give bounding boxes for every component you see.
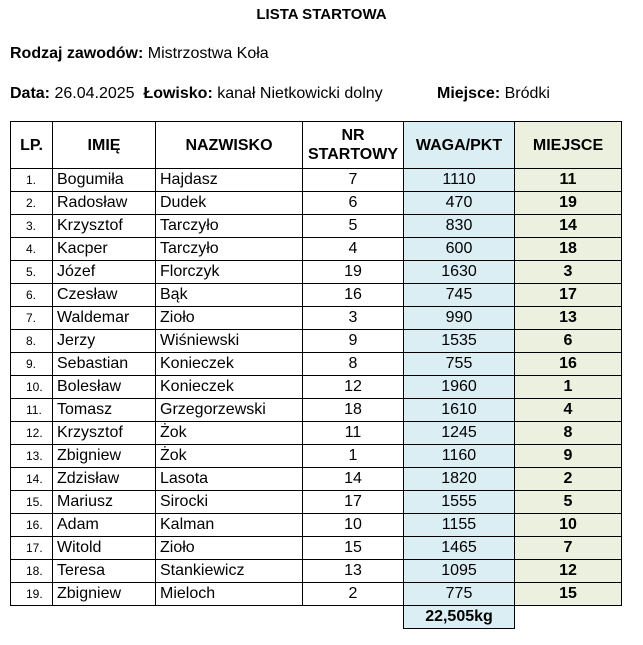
fishery-label: Łowisko: xyxy=(143,85,213,102)
place-label: Miejsce: xyxy=(437,85,501,102)
row-start-number: 18 xyxy=(303,399,404,422)
row-rank: 5 xyxy=(515,491,622,514)
row-start-number: 1 xyxy=(303,445,404,468)
row-surname: Lasota xyxy=(156,468,303,491)
row-name: Bolesław xyxy=(53,376,156,399)
row-surname: Tarczyło xyxy=(156,238,303,261)
row-name: Zdzisław xyxy=(53,468,156,491)
row-weight: 1155 xyxy=(404,514,515,537)
row-surname: Zioło xyxy=(156,537,303,560)
row-weight: 1095 xyxy=(404,560,515,583)
table-row xyxy=(11,399,622,422)
row-lp: 4. xyxy=(11,238,53,261)
row-surname: Konieczek xyxy=(156,376,303,399)
row-weight: 1160 xyxy=(404,445,515,468)
row-lp: 10. xyxy=(11,376,53,399)
date-value: 26.04.2025 xyxy=(54,85,135,102)
row-rank: 1 xyxy=(515,376,622,399)
row-lp: 5. xyxy=(11,261,53,284)
row-lp: 7. xyxy=(11,307,53,330)
row-name: Tomasz xyxy=(53,399,156,422)
row-weight: 1610 xyxy=(404,399,515,422)
row-rank: 11 xyxy=(515,169,622,192)
table-row xyxy=(11,583,622,606)
row-start-number: 16 xyxy=(303,284,404,307)
row-lp: 6. xyxy=(11,284,53,307)
competition-label: Rodzaj zawodów: xyxy=(10,45,144,62)
row-name: Józef xyxy=(53,261,156,284)
competition-line xyxy=(10,45,269,63)
row-lp: 2. xyxy=(11,192,53,215)
row-surname: Dudek xyxy=(156,192,303,215)
date-label: Data: xyxy=(10,85,51,102)
details-line xyxy=(10,85,550,103)
table-row xyxy=(11,491,622,514)
row-lp: 12. xyxy=(11,422,53,445)
header-nr xyxy=(303,122,404,169)
row-weight: 830 xyxy=(404,215,515,238)
row-rank: 14 xyxy=(515,215,622,238)
row-lp: 17. xyxy=(11,537,53,560)
row-rank: 12 xyxy=(515,560,622,583)
row-lp: 8. xyxy=(11,330,53,353)
header-lp: LP. xyxy=(11,122,53,169)
row-surname: Florczyk xyxy=(156,261,303,284)
table-row xyxy=(11,261,622,284)
table-row xyxy=(11,284,622,307)
fishery-value: kanał Nietkowicki dolny xyxy=(217,85,383,102)
row-name: Mariusz xyxy=(53,491,156,514)
table-row xyxy=(11,330,622,353)
row-name: Witold xyxy=(53,537,156,560)
row-surname: Bąk xyxy=(156,284,303,307)
row-weight: 1110 xyxy=(404,169,515,192)
row-surname: Tarczyło xyxy=(156,215,303,238)
row-rank: 19 xyxy=(515,192,622,215)
table-row xyxy=(11,514,622,537)
row-start-number: 13 xyxy=(303,560,404,583)
row-start-number: 15 xyxy=(303,537,404,560)
row-rank: 15 xyxy=(515,583,622,606)
row-rank: 18 xyxy=(515,238,622,261)
row-lp: 9. xyxy=(11,353,53,376)
row-surname: Stankiewicz xyxy=(156,560,303,583)
header-miejsce: MIEJSCE xyxy=(515,122,622,169)
table-row xyxy=(11,192,622,215)
start-list-table xyxy=(10,121,622,629)
row-surname: Kalman xyxy=(156,514,303,537)
row-surname: Sirocki xyxy=(156,491,303,514)
row-name: Kacper xyxy=(53,238,156,261)
row-rank: 16 xyxy=(515,353,622,376)
table-row xyxy=(11,215,622,238)
row-rank: 9 xyxy=(515,445,622,468)
row-weight: 470 xyxy=(404,192,515,215)
row-surname: Zioło xyxy=(156,307,303,330)
row-weight: 1960 xyxy=(404,376,515,399)
row-name: Zbigniew xyxy=(53,583,156,606)
row-name: Zbigniew xyxy=(53,445,156,468)
row-start-number: 4 xyxy=(303,238,404,261)
header-surname: NAZWISKO xyxy=(156,122,303,169)
table-row xyxy=(11,307,622,330)
table-row xyxy=(11,560,622,583)
row-lp: 11. xyxy=(11,399,53,422)
row-start-number: 2 xyxy=(303,583,404,606)
row-surname: Żok xyxy=(156,445,303,468)
row-name: Czesław xyxy=(53,284,156,307)
row-weight: 600 xyxy=(404,238,515,261)
row-rank: 3 xyxy=(515,261,622,284)
row-lp: 14. xyxy=(11,468,53,491)
row-lp: 1. xyxy=(11,169,53,192)
row-name: Bogumiła xyxy=(53,169,156,192)
row-start-number: 5 xyxy=(303,215,404,238)
row-lp: 15. xyxy=(11,491,53,514)
row-name: Krzysztof xyxy=(53,215,156,238)
row-name: Waldemar xyxy=(53,307,156,330)
header-name: IMIĘ xyxy=(53,122,156,169)
row-lp: 19. xyxy=(11,583,53,606)
row-weight: 1465 xyxy=(404,537,515,560)
row-lp: 16. xyxy=(11,514,53,537)
table-row xyxy=(11,238,622,261)
row-surname: Konieczek xyxy=(156,353,303,376)
row-start-number: 17 xyxy=(303,491,404,514)
place-group xyxy=(437,85,550,103)
row-start-number: 14 xyxy=(303,468,404,491)
row-start-number: 10 xyxy=(303,514,404,537)
row-lp: 3. xyxy=(11,215,53,238)
table-row xyxy=(11,376,622,399)
row-rank: 2 xyxy=(515,468,622,491)
place-value: Bródki xyxy=(504,85,550,102)
row-lp: 18. xyxy=(11,560,53,583)
row-rank: 4 xyxy=(515,399,622,422)
table-row xyxy=(11,169,622,192)
table-header-row xyxy=(11,122,622,169)
table-row xyxy=(11,353,622,376)
row-weight: 1820 xyxy=(404,468,515,491)
row-rank: 8 xyxy=(515,422,622,445)
row-weight: 1245 xyxy=(404,422,515,445)
row-weight: 1630 xyxy=(404,261,515,284)
row-rank: 13 xyxy=(515,307,622,330)
row-name: Radosław xyxy=(53,192,156,215)
row-start-number: 12 xyxy=(303,376,404,399)
row-rank: 7 xyxy=(515,537,622,560)
row-weight: 1535 xyxy=(404,330,515,353)
row-start-number: 9 xyxy=(303,330,404,353)
total-row xyxy=(11,606,622,629)
row-surname: Żok xyxy=(156,422,303,445)
header-nr-line2: STARTOWY xyxy=(307,146,399,163)
row-rank: 6 xyxy=(515,330,622,353)
row-start-number: 19 xyxy=(303,261,404,284)
row-name: Jerzy xyxy=(53,330,156,353)
row-start-number: 3 xyxy=(303,307,404,330)
row-start-number: 11 xyxy=(303,422,404,445)
table-row xyxy=(11,537,622,560)
page-title: LISTA STARTOWA xyxy=(256,6,387,23)
row-name: Krzysztof xyxy=(53,422,156,445)
row-surname: Wiśniewski xyxy=(156,330,303,353)
row-start-number: 7 xyxy=(303,169,404,192)
competition-value: Mistrzostwa Koła xyxy=(147,45,269,62)
row-start-number: 8 xyxy=(303,353,404,376)
header-nr-line1: NR xyxy=(341,127,365,144)
row-weight: 990 xyxy=(404,307,515,330)
row-name: Adam xyxy=(53,514,156,537)
table-row xyxy=(11,468,622,491)
row-name: Teresa xyxy=(53,560,156,583)
row-weight: 755 xyxy=(404,353,515,376)
row-name: Sebastian xyxy=(53,353,156,376)
row-surname: Mieloch xyxy=(156,583,303,606)
table-row xyxy=(11,445,622,468)
row-surname: Grzegorzewski xyxy=(156,399,303,422)
table-row xyxy=(11,422,622,445)
row-rank: 17 xyxy=(515,284,622,307)
header-waga: WAGA/PKT xyxy=(404,122,515,169)
row-weight: 775 xyxy=(404,583,515,606)
total-weight: 22,505kg xyxy=(404,606,515,629)
row-surname: Hajdasz xyxy=(156,169,303,192)
row-lp: 13. xyxy=(11,445,53,468)
row-rank: 10 xyxy=(515,514,622,537)
row-start-number: 6 xyxy=(303,192,404,215)
row-weight: 1555 xyxy=(404,491,515,514)
row-weight: 745 xyxy=(404,284,515,307)
